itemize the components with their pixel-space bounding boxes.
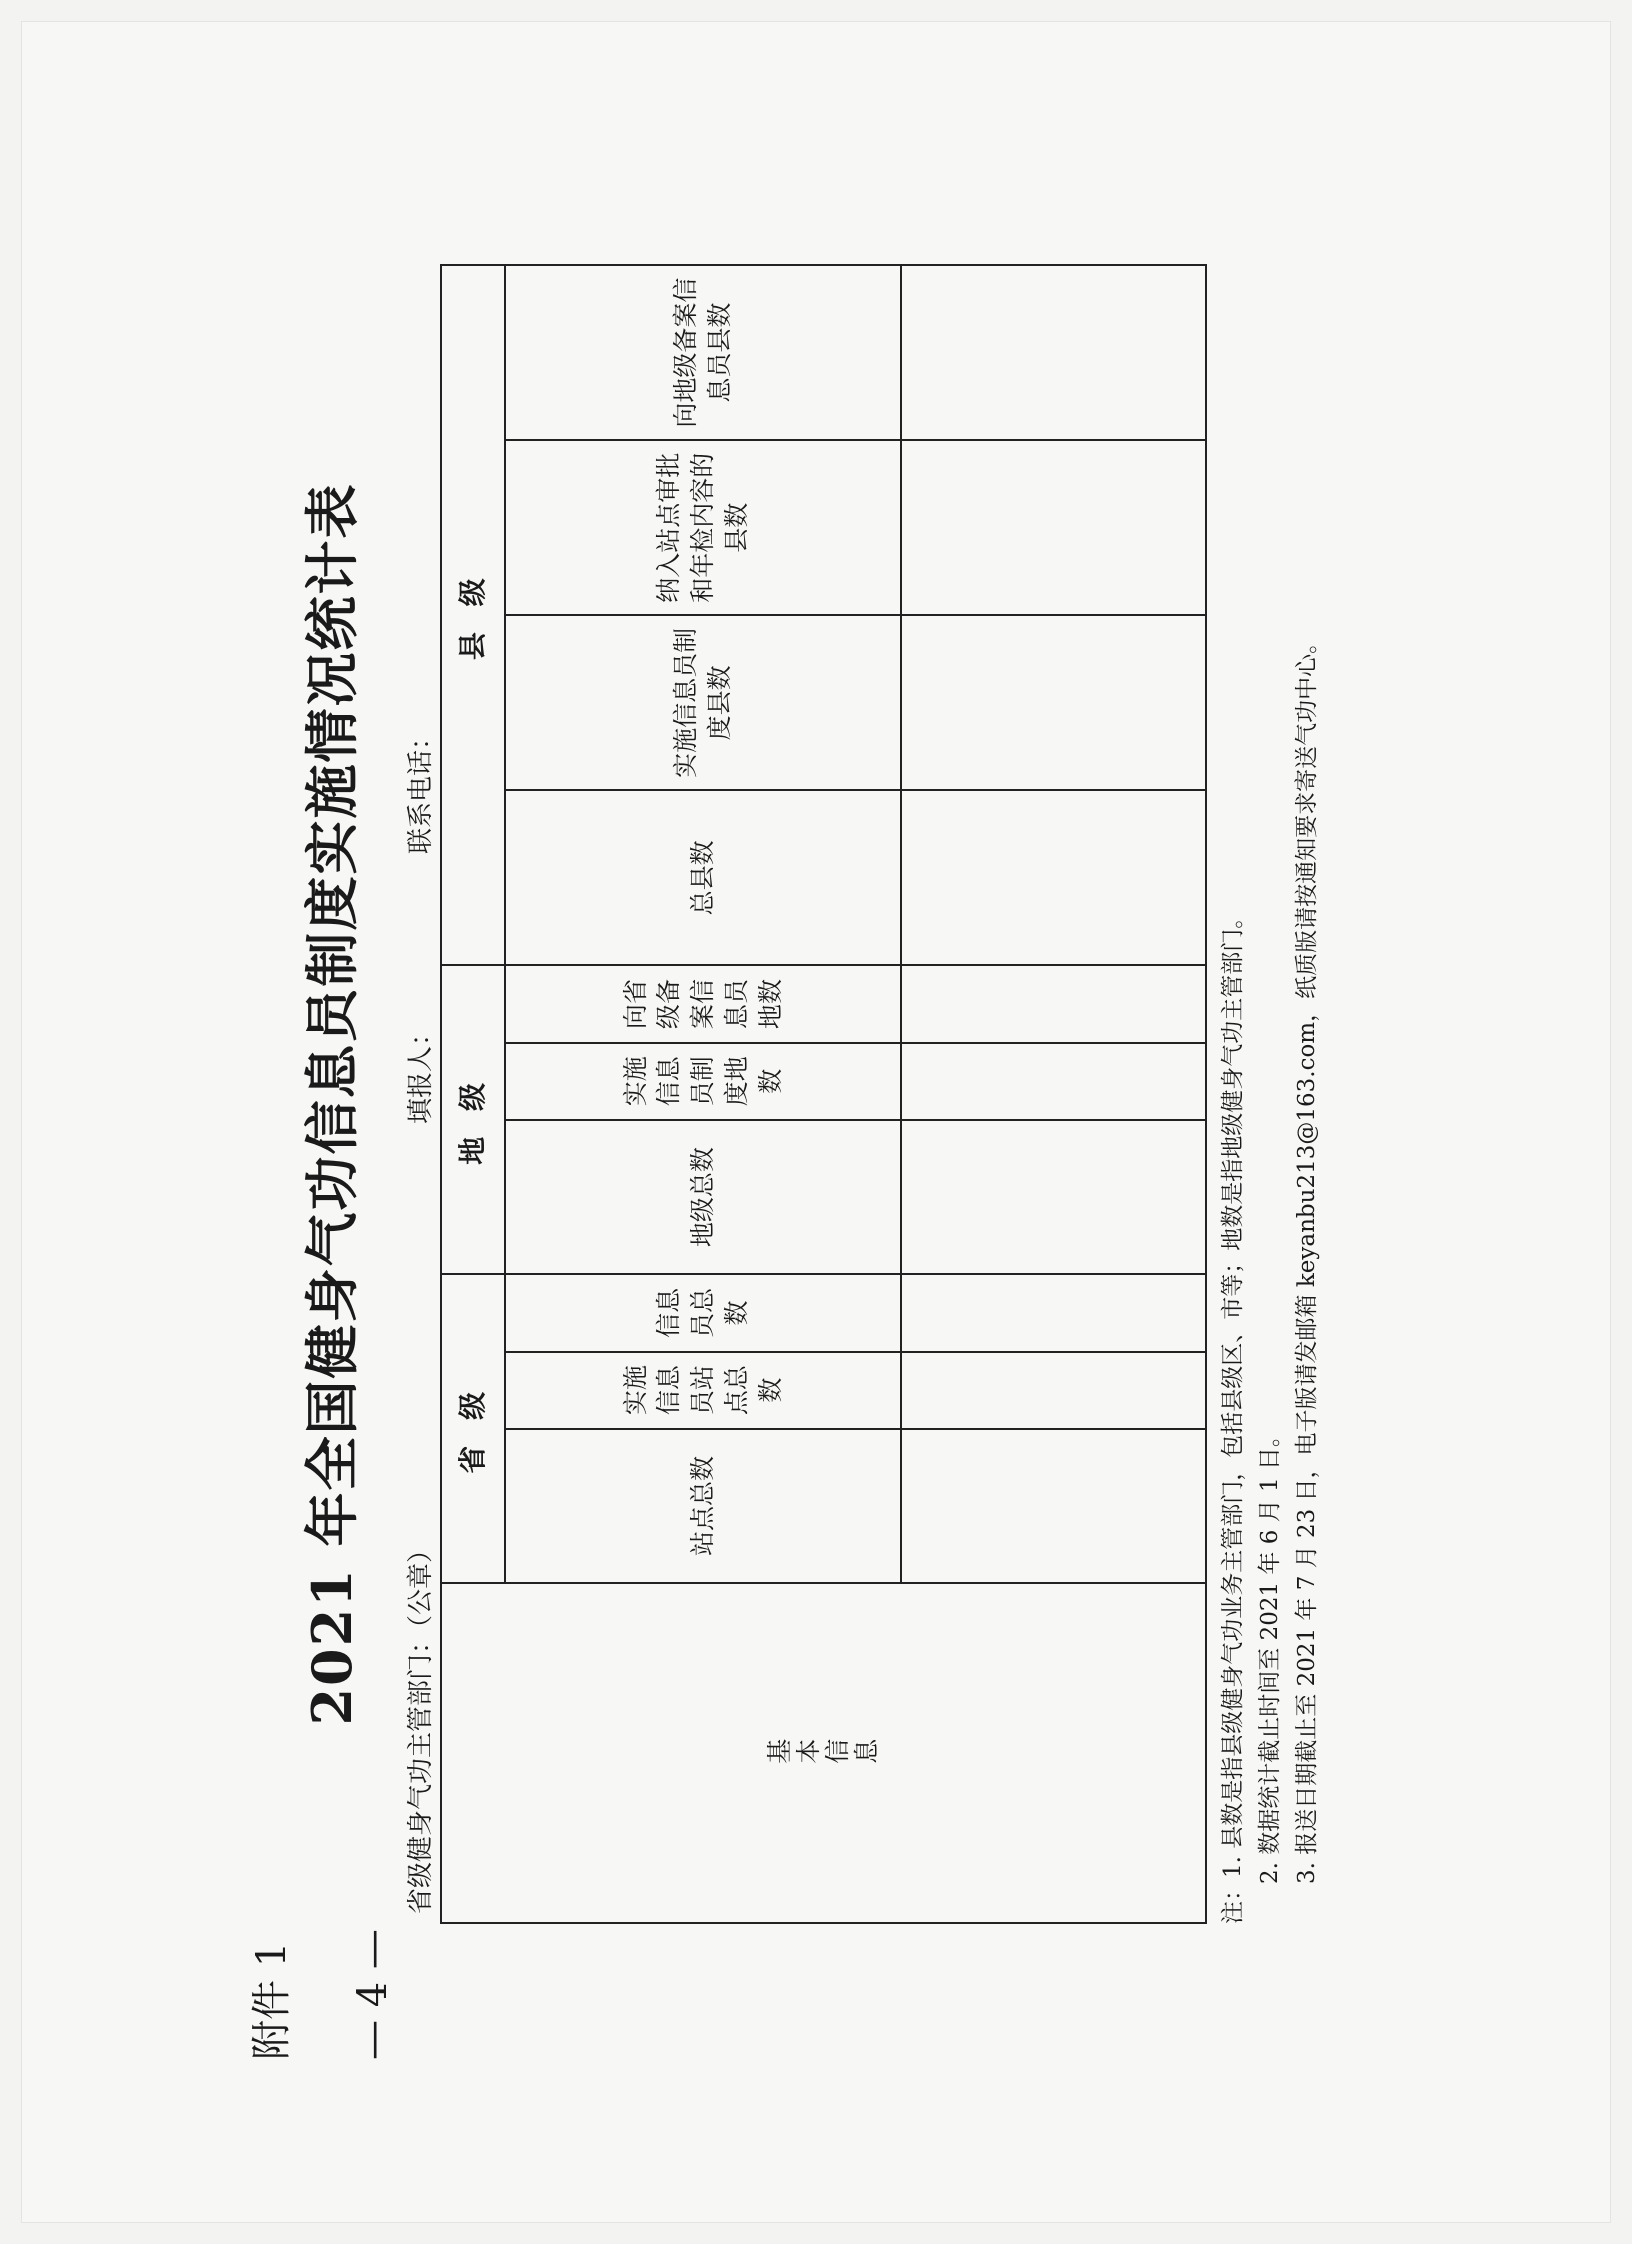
note-1: 注：1. 县数是指县级健身气功业务主管部门，包括县级区、市等；地数是指地级健身气功主管部门。: [1220, 905, 1246, 1924]
basic-info-header: 基本信息: [441, 1583, 1206, 1923]
city-level-header: 地 级: [441, 965, 505, 1274]
city-impl-value: [901, 1043, 1206, 1120]
city-impl-label: 实施信息员制度地数: [505, 1043, 901, 1120]
info-officer-total-value: [901, 1274, 1206, 1351]
city-filed-value: [901, 965, 1206, 1042]
dept-field: 省级健身气功主管部门：（公章）: [406, 1536, 436, 1914]
footnotes: [1215, 264, 1325, 1924]
city-total-value: [901, 1120, 1206, 1274]
province-level-header: 省 级: [441, 1274, 505, 1583]
county-audit-value: [901, 440, 1206, 615]
city-total-label: 地级总数: [505, 1120, 901, 1274]
county-audit-label: 纳入站点审批和年检内容的县数: [505, 440, 901, 615]
note-3: 3. 报送日期截止至 2021 年 7 月 23 日，电子版请发邮箱 keyanbu213@163.com，纸质版请按通知要求寄送气功中心。: [1293, 630, 1320, 1884]
info-officer-total-label: 信息员总数: [505, 1274, 901, 1351]
statistics-table: [440, 264, 1207, 1924]
station-impl-label: 实施信息员站点总数: [505, 1352, 901, 1429]
phone-field: 联系电话：: [406, 723, 436, 854]
document-title: 2021 年全国健身气功信息员制度实施情况统计表: [300, 482, 364, 1726]
county-impl-value: [901, 615, 1206, 790]
county-impl-label: 实施信息员制度县数: [505, 615, 901, 790]
station-total-label: 站点总数: [505, 1429, 901, 1583]
county-total-value: [901, 790, 1206, 965]
county-total-label: 总县数: [505, 790, 901, 965]
county-filed-label: 向地级备案信息员县数: [505, 265, 901, 440]
county-filed-value: [901, 265, 1206, 440]
station-total-value: [901, 1429, 1206, 1583]
station-impl-value: [901, 1352, 1206, 1429]
page-number: — 4 —: [350, 1929, 396, 2060]
note-2: 2. 数据统计截止时间至 2021 年 6 月 1 日。: [1256, 1424, 1283, 1884]
filler-field: 填报人：: [406, 1019, 436, 1124]
county-level-header: 县 级: [441, 265, 505, 965]
attachment-label: 附件 1: [249, 1941, 295, 2060]
city-filed-label: 向省级备案信息员地数: [505, 965, 901, 1042]
